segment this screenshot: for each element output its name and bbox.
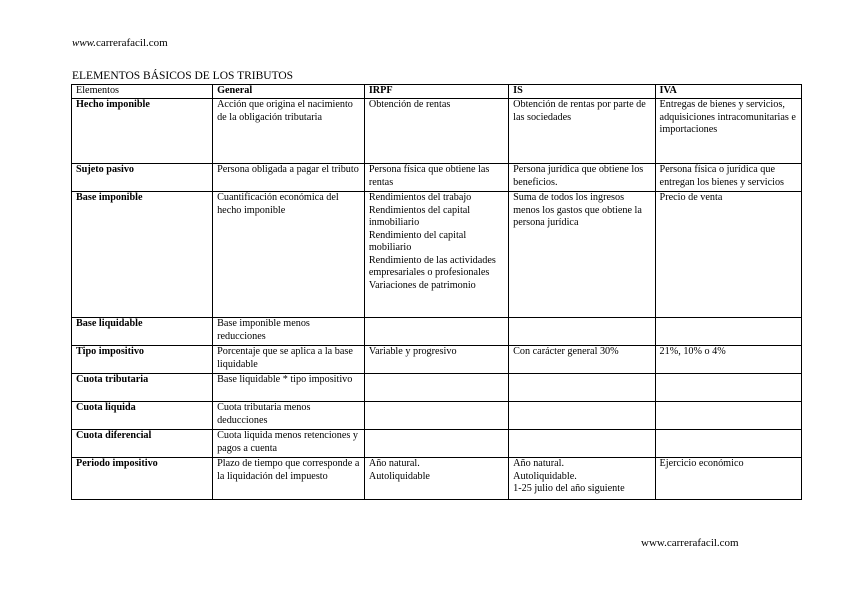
table-row bbox=[72, 99, 802, 164]
table-row bbox=[72, 318, 802, 346]
row-label: Cuota diferencial bbox=[72, 430, 213, 458]
cell-line: 21%, 10% o 4% bbox=[659, 346, 726, 357]
tributes-table bbox=[71, 84, 802, 500]
header-cell-irpf: IRPF bbox=[364, 85, 508, 99]
cell-is bbox=[509, 402, 655, 430]
cell-line: Obtención de rentas por parte de las sociedades bbox=[513, 99, 649, 123]
row-label: Cuota tributaria bbox=[72, 374, 213, 402]
cell-iva bbox=[655, 402, 801, 430]
cell-is bbox=[509, 318, 655, 346]
site-prefix: www. bbox=[72, 37, 96, 49]
cell-line: Obtención de rentas bbox=[368, 99, 451, 110]
row-label: Periodo impositivo bbox=[72, 458, 213, 500]
row-label: Base liquidable bbox=[72, 318, 213, 346]
cell-general: Cuota liquida menos retenciones y pagos a cuenta bbox=[213, 430, 365, 458]
cell-is bbox=[509, 374, 655, 402]
cell-iva bbox=[655, 430, 801, 458]
cell-general: Cuantificación económica del hecho imponible bbox=[213, 192, 365, 318]
table-header-row bbox=[72, 85, 802, 99]
cell-line: Año natural. bbox=[513, 458, 565, 469]
cell-general: Base imponible menos reducciones bbox=[213, 318, 365, 346]
cell-irpf bbox=[364, 192, 508, 318]
cell-line: Persona física que obtiene las rentas bbox=[368, 164, 492, 188]
cell-iva bbox=[655, 318, 801, 346]
cell-general: Persona obligada a pagar el tributo bbox=[213, 164, 365, 192]
cell-irpf bbox=[364, 458, 508, 500]
cell-irpf bbox=[364, 318, 508, 346]
table-row bbox=[72, 164, 802, 192]
table-row bbox=[72, 430, 802, 458]
cell-line: Persona jurídica que obtiene los beneficios. bbox=[513, 164, 646, 188]
cell-irpf bbox=[364, 374, 508, 402]
row-label: Hecho imponible bbox=[72, 99, 213, 164]
header-cell-elementos: Elementos bbox=[72, 85, 213, 99]
cell-iva bbox=[655, 192, 801, 318]
cell-line: Variaciones de patrimonio bbox=[368, 279, 476, 291]
cell-is bbox=[509, 192, 655, 318]
cell-is bbox=[509, 458, 655, 500]
cell-line: Con carácter general 30% bbox=[513, 346, 619, 357]
header-site-link[interactable] bbox=[72, 37, 168, 49]
cell-line: 1-25 julio del año siguiente bbox=[513, 483, 625, 494]
header-cell-is: IS bbox=[509, 85, 655, 99]
header-cell-general: General bbox=[213, 85, 365, 99]
cell-line: Rendimientos del capital inmobiliario bbox=[368, 204, 473, 228]
cell-line: Variable y progresivo bbox=[368, 346, 457, 357]
cell-general: Base liquidable * tipo impositivo bbox=[213, 374, 365, 402]
cell-is bbox=[509, 430, 655, 458]
header-cell-iva: IVA bbox=[655, 85, 801, 99]
cell-general: Cuota tributaria menos deducciones bbox=[213, 402, 365, 430]
cell-general: Porcentaje que se aplica a la base liquidable bbox=[213, 346, 365, 374]
cell-line: Precio de venta bbox=[659, 192, 723, 203]
cell-general: Plazo de tiempo que corresponde a la liquidación del impuesto bbox=[213, 458, 365, 500]
cell-line: Entregas de bienes y servicios, adquisiciones intracomunitarias e importaciones bbox=[659, 99, 799, 135]
table-row bbox=[72, 458, 802, 500]
cell-irpf bbox=[364, 346, 508, 374]
cell-line: Rendimiento del capital mobiliario bbox=[368, 229, 469, 253]
cell-iva bbox=[655, 458, 801, 500]
footer-site-link[interactable]: www.carrerafacil.com bbox=[641, 537, 739, 549]
cell-iva bbox=[655, 374, 801, 402]
cell-irpf bbox=[364, 164, 508, 192]
table-row bbox=[72, 192, 802, 318]
cell-is bbox=[509, 164, 655, 192]
cell-line: Ejercicio económico bbox=[659, 458, 744, 469]
cell-iva bbox=[655, 164, 801, 192]
cell-line: Año natural. bbox=[368, 458, 420, 469]
cell-line: Autoliquidable bbox=[368, 470, 430, 482]
row-label: Sujeto pasivo bbox=[72, 164, 213, 192]
cell-irpf bbox=[364, 430, 508, 458]
cell-iva bbox=[655, 346, 801, 374]
cell-is bbox=[509, 99, 655, 164]
cell-line: Suma de todos los ingresos menos los gastos que obtiene la persona jurídica bbox=[513, 192, 645, 228]
cell-line: Autoliquidable. bbox=[513, 470, 577, 482]
cell-iva bbox=[655, 99, 801, 164]
cell-general: Acción que origina el nacimiento de la obligación tributaria bbox=[213, 99, 365, 164]
cell-line: Persona física o jurídica que entregan los bienes y servicios bbox=[659, 164, 785, 188]
table-row bbox=[72, 346, 802, 374]
cell-irpf bbox=[364, 99, 508, 164]
site-name: carrerafacil.com bbox=[95, 37, 168, 49]
cell-line: Rendimientos del trabajo bbox=[368, 192, 472, 203]
cell-line: Rendimiento de las actividades empresariales o profesionales bbox=[368, 254, 499, 278]
row-label: Tipo impositivo bbox=[72, 346, 213, 374]
cell-irpf bbox=[364, 402, 508, 430]
row-label: Base imponible bbox=[72, 192, 213, 318]
page-title: ELEMENTOS BÁSICOS DE LOS TRIBUTOS bbox=[72, 70, 294, 82]
table-row bbox=[72, 402, 802, 430]
cell-is bbox=[509, 346, 655, 374]
row-label: Cuota liquida bbox=[72, 402, 213, 430]
table-row bbox=[72, 374, 802, 402]
